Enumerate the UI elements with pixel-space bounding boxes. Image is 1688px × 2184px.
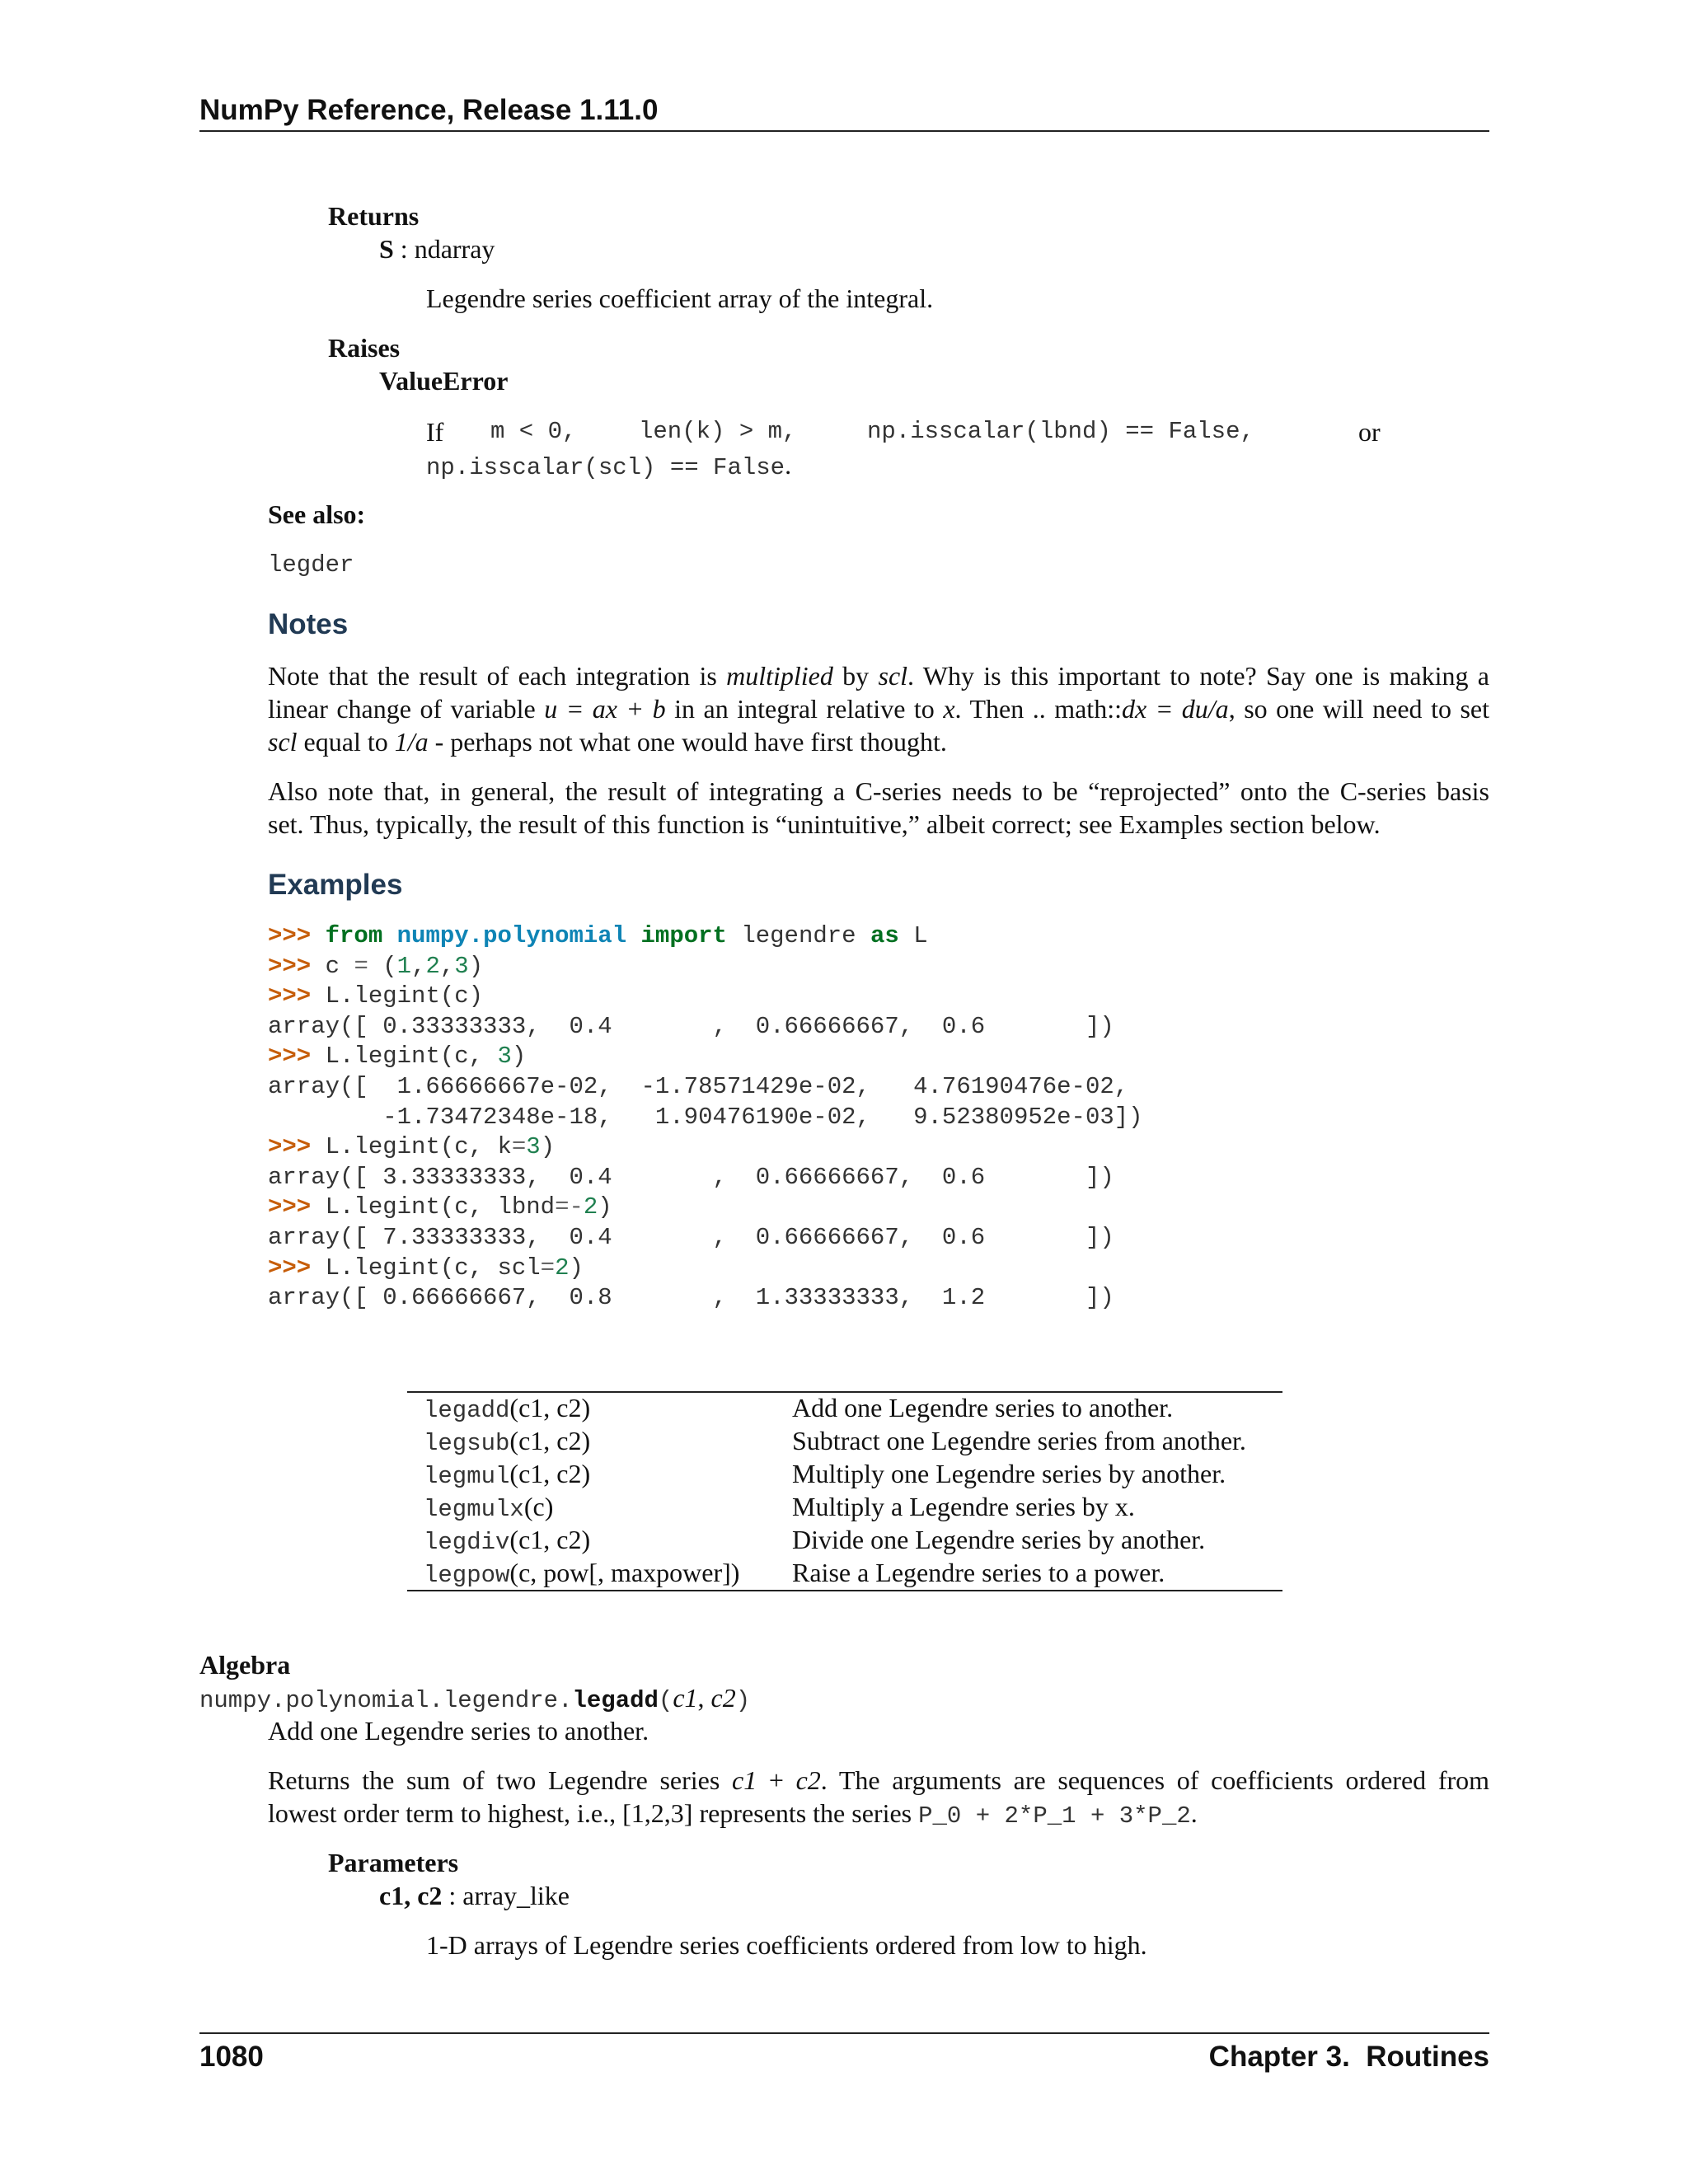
- function-signature: (c1, c2): [509, 1393, 591, 1422]
- function-signature: (c1, c2): [509, 1525, 591, 1554]
- notes-text: , so one will need to set: [1228, 694, 1490, 724]
- function-link-legmul[interactable]: legmul: [424, 1463, 510, 1490]
- code-call: L.legint(c,: [325, 1043, 498, 1071]
- code-punct: ): [511, 1043, 527, 1071]
- notes-text: equal to: [297, 727, 395, 757]
- code-name: legendre: [741, 922, 856, 949]
- notes-text: - perhaps not what one would have first thought.: [428, 727, 947, 757]
- raises-cond-scl: np.isscalar(scl) == False: [426, 454, 785, 481]
- code-operator: =: [540, 1254, 556, 1282]
- function-signature: (c1, c2): [509, 1426, 591, 1455]
- code-number: 2: [555, 1254, 570, 1282]
- function-link-legpow[interactable]: legpow: [424, 1562, 510, 1589]
- function-link-legsub[interactable]: legsub: [424, 1430, 510, 1457]
- code-prompt: >>>: [268, 1133, 312, 1161]
- code-keyword: as: [870, 922, 899, 949]
- code-prompt: >>>: [268, 982, 312, 1010]
- table-row: [424, 1490, 1281, 1523]
- notes-p1-line2: [268, 692, 1489, 725]
- notes-p1-line1: [268, 659, 1489, 692]
- raises-period: .: [785, 450, 792, 480]
- parameters-label: Parameters: [328, 1848, 459, 1877]
- desc-text: .: [1190, 1798, 1198, 1828]
- code-number: 3: [454, 952, 469, 980]
- parameter-description: 1-D arrays of Legendre series coefficients ordered from low to high.: [426, 1930, 1147, 1960]
- notes-text: . Then .. math::: [954, 694, 1122, 724]
- code-name: c: [325, 952, 340, 980]
- code-number: 3: [497, 1043, 512, 1071]
- code-prompt: >>>: [268, 952, 312, 980]
- returns-sep: :: [393, 234, 415, 264]
- code-prompt: >>>: [268, 1193, 312, 1221]
- signature-paren: ): [735, 1687, 751, 1714]
- notes-text: in an integral relative to: [665, 694, 944, 724]
- legadd-desc-line2: [268, 1797, 1489, 1833]
- code-output: array([ 7.33333333, 0.4 , 0.66666667, 0.6 ]): [268, 1223, 1114, 1251]
- returns-name: S: [379, 234, 394, 264]
- algebra-heading: Algebra: [199, 1650, 291, 1680]
- table-bottom-rule: [407, 1590, 1282, 1591]
- code-punct: ): [598, 1193, 612, 1221]
- notes-paragraph-2: [268, 775, 1489, 841]
- parameter-sep: :: [442, 1881, 463, 1910]
- function-description: Add one Legendre series to another.: [792, 1393, 1174, 1422]
- code-punct: ,: [439, 952, 455, 980]
- code-call: L.legint(c): [325, 982, 484, 1010]
- code-output: array([ 1.66666667e-02, -1.78571429e-02, 4.76190476e-02,: [268, 1072, 1129, 1100]
- code-call: L.legint(c, lbnd: [325, 1193, 556, 1221]
- code-punct: ): [468, 952, 484, 980]
- function-description: Subtract one Legendre series from another.: [792, 1426, 1246, 1455]
- see-also-label: See also:: [268, 499, 366, 529]
- code-operator: =: [511, 1133, 527, 1161]
- notes-math: dx = du/a: [1121, 694, 1229, 724]
- code-number: 2: [583, 1193, 598, 1221]
- notes-text: by: [832, 661, 879, 691]
- code-output: array([ 0.66666667, 0.8 , 1.33333333, 1.2 ]): [268, 1284, 1114, 1312]
- notes-math: u = ax + b: [544, 694, 666, 724]
- signature-module-prefix: numpy.polynomial.legendre.: [199, 1687, 573, 1714]
- function-link-legdiv[interactable]: legdiv: [424, 1529, 510, 1556]
- code-keyword: from: [325, 922, 383, 949]
- code-output: array([ 3.33333333, 0.4 , 0.66666667, 0.6 ]): [268, 1163, 1114, 1191]
- code-module: numpy.polynomial: [396, 922, 627, 949]
- legadd-description: [268, 1764, 1489, 1833]
- signature-function-name: legadd: [572, 1687, 659, 1714]
- notes-text: Note that the result of each integration is: [268, 661, 727, 691]
- desc-code: P_0 + 2*P_1 + 3*P_2: [918, 1802, 1191, 1830]
- signature-arg: c1: [673, 1683, 698, 1713]
- code-output: array([ 0.33333333, 0.4 , 0.66666667, 0.6 ]): [268, 1012, 1114, 1040]
- desc-text: . The arguments are sequences of coefficients ordered from: [820, 1765, 1490, 1795]
- table-row: [424, 1424, 1281, 1457]
- code-punct: ): [540, 1133, 556, 1161]
- raises-cond-m: m < 0,: [490, 418, 577, 445]
- footer-rule: [199, 2032, 1489, 2034]
- function-signature: (c1, c2): [509, 1459, 591, 1488]
- signature-sep: ,: [697, 1683, 711, 1713]
- table-row: [424, 1556, 1281, 1589]
- running-header: NumPy Reference, Release 1.11.0: [199, 94, 659, 126]
- raises-label: Raises: [328, 333, 401, 363]
- notes-p1-line3: [268, 725, 1489, 758]
- code-call: L.legint(c, scl: [325, 1254, 541, 1282]
- notes-emphasis: scl: [268, 727, 298, 757]
- code-prompt: >>>: [268, 1254, 312, 1282]
- code-number: 3: [526, 1133, 541, 1161]
- function-description: Multiply one Legendre series by another.: [792, 1459, 1226, 1488]
- desc-text: lowest order term to highest, i.e., [1,2,3] represents the series: [268, 1798, 919, 1828]
- raises-or: or: [1358, 417, 1381, 447]
- code-punct: (: [382, 952, 397, 980]
- returns-label: Returns: [328, 201, 420, 231]
- function-signature: (c): [523, 1492, 554, 1521]
- see-also-link-legder[interactable]: legder: [268, 551, 354, 579]
- legadd-desc-line1: [268, 1764, 1489, 1797]
- raises-name: ValueError: [379, 366, 509, 396]
- raises-condition-line1: [426, 415, 1382, 448]
- returns-type: ndarray: [414, 234, 495, 264]
- desc-math: c1: [731, 1765, 757, 1795]
- notes-emphasis: scl: [878, 661, 908, 691]
- function-description: Raise a Legendre series to a power.: [792, 1558, 1165, 1587]
- notes-p2-line1: Also note that, in general, the result of integrating a C-series needs to be “reprojected” onto the C-series basis: [268, 776, 1489, 806]
- notes-p2-line2: set. Thus, typically, the result of this function is “unintuitive,” albeit correct; see Examples section below.: [268, 809, 1381, 839]
- signature-arg: c2: [710, 1683, 736, 1713]
- notes-paragraph-1: [268, 659, 1489, 758]
- function-link-legmulx[interactable]: legmulx: [424, 1496, 524, 1523]
- code-name: L: [913, 922, 928, 949]
- code-block: [268, 921, 1143, 1314]
- function-link-legadd[interactable]: legadd: [424, 1397, 510, 1424]
- notes-text: . Why is this important to note? Say one is making a: [907, 661, 1490, 691]
- examples-heading: Examples: [268, 869, 403, 901]
- notes-emphasis: multiplied: [726, 661, 833, 691]
- returns-field: [379, 232, 495, 265]
- parameter-name: c1, c2: [379, 1881, 443, 1910]
- table-row: [424, 1457, 1281, 1490]
- notes-math: 1/a: [394, 727, 429, 757]
- signature-paren: (: [658, 1687, 673, 1714]
- code-punct: ): [569, 1254, 584, 1282]
- raises-cond-k: len(k) > m,: [639, 418, 797, 445]
- code-call: L.legint(c, k: [325, 1133, 512, 1161]
- table-row: [424, 1523, 1281, 1556]
- raises-cond-lbnd: np.isscalar(lbnd) == False,: [867, 418, 1254, 445]
- desc-text: +: [757, 1765, 796, 1795]
- code-output: -1.73472348e-18, 1.90476190e-02, 9.52380952e-03]): [268, 1103, 1143, 1131]
- code-prompt: >>>: [268, 922, 312, 949]
- table-row: [424, 1391, 1281, 1424]
- function-description: Divide one Legendre series by another.: [792, 1525, 1206, 1554]
- parameter-type: array_like: [462, 1881, 570, 1910]
- code-prompt: >>>: [268, 1043, 312, 1071]
- returns-description: Legendre series coefficient array of the integral.: [426, 284, 934, 313]
- notes-text: linear change of variable: [268, 694, 545, 724]
- notes-math: x: [943, 694, 955, 724]
- raises-condition-line2: [426, 448, 791, 485]
- page-number: 1080: [199, 2041, 264, 2073]
- parameter-field: [379, 1879, 570, 1912]
- function-signature: (c, pow[, maxpower]): [509, 1558, 740, 1587]
- code-number: 1: [396, 952, 412, 980]
- code-keyword: import: [640, 922, 727, 949]
- code-operator: =-: [555, 1193, 584, 1221]
- function-description: Multiply a Legendre series by x.: [792, 1492, 1135, 1521]
- raises-if: If: [426, 417, 444, 447]
- code-punct: ,: [411, 952, 426, 980]
- desc-math: c2: [795, 1765, 821, 1795]
- chapter-title: Chapter 3. Routines: [1208, 2041, 1489, 2073]
- header-rule: [199, 130, 1489, 132]
- legadd-summary: Add one Legendre series to another.: [268, 1716, 649, 1746]
- code-number: 2: [425, 952, 440, 980]
- code-operator: =: [354, 952, 368, 980]
- function-signature-legadd: [199, 1681, 750, 1718]
- desc-text: Returns the sum of two Legendre series: [268, 1765, 732, 1795]
- notes-heading: Notes: [268, 608, 349, 640]
